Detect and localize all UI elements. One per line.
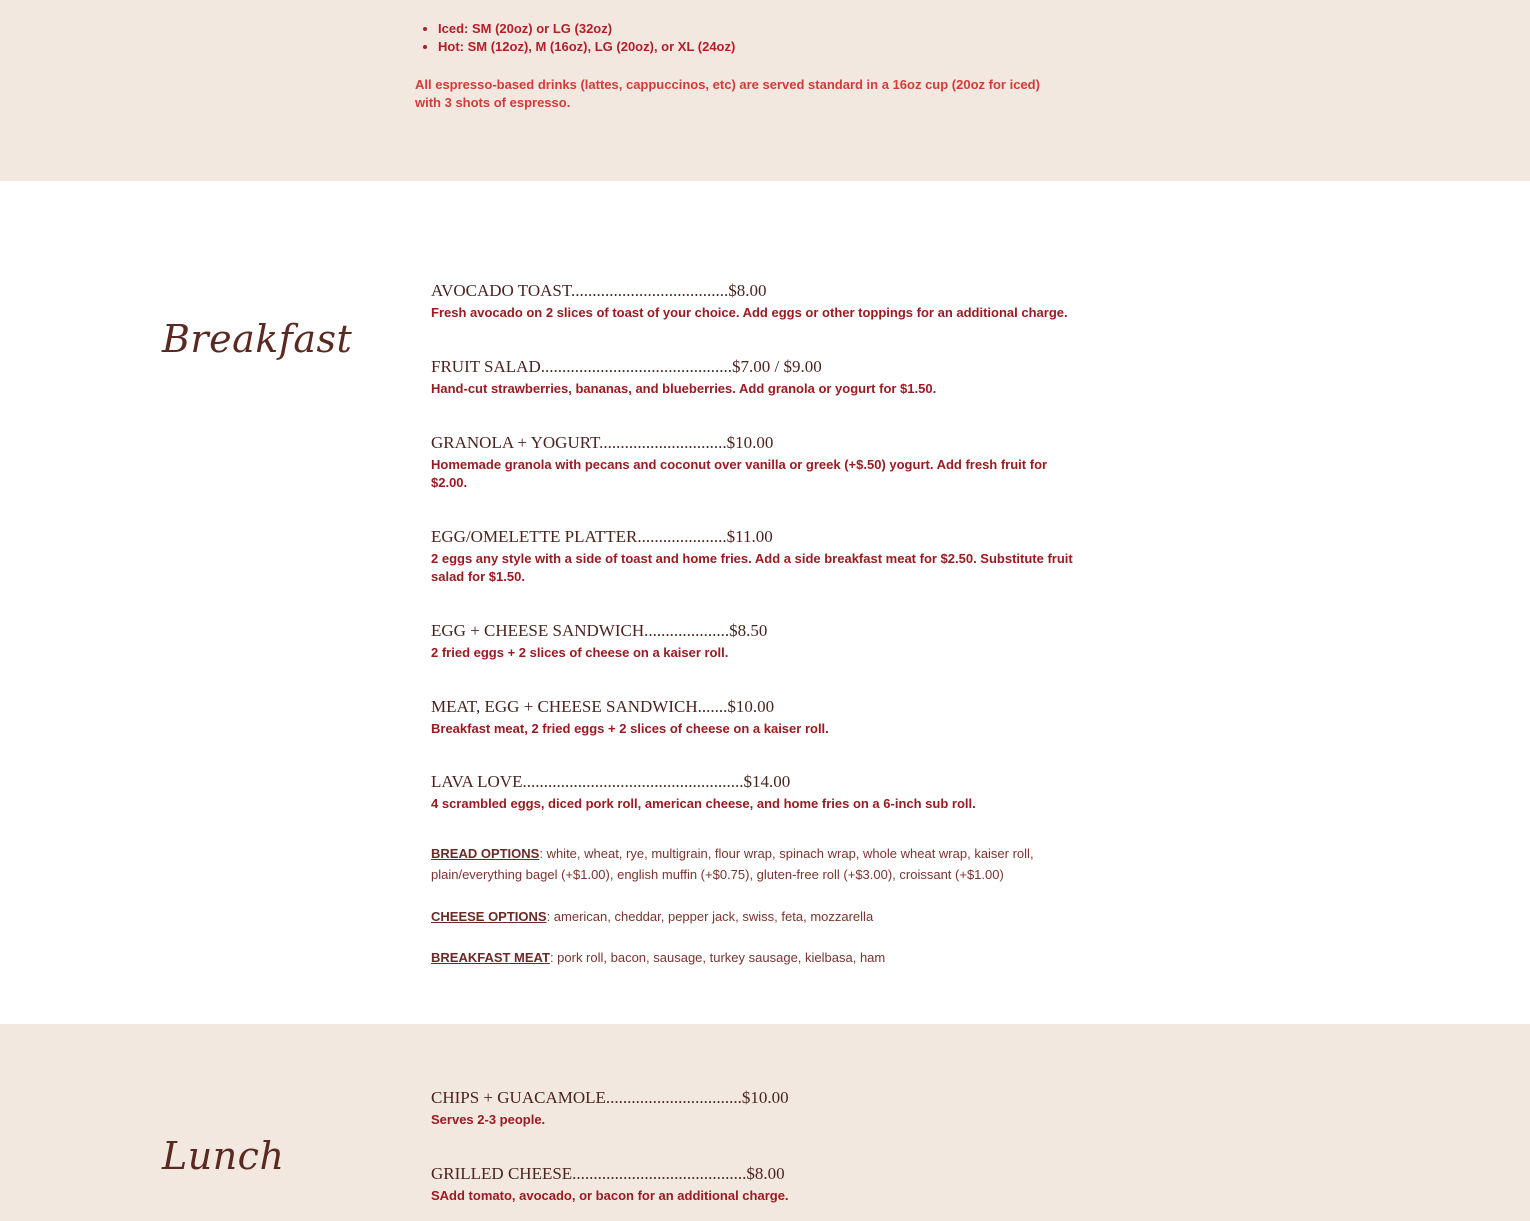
bread-options-text: : white, wheat, rye, multigrain, flour wrap, spinach wrap, whole wheat wrap, kaiser roll, plain/everything bagel (+$1.00), english muffin (+$0.75), gluten-free roll (+$3.00), croissant (+$1.00) xyxy=(431,846,1034,882)
item-description: SAdd tomato, avocado, or bacon for an additional charge. xyxy=(431,1188,789,1203)
lunch-section-band xyxy=(0,1024,1530,1221)
bread-options xyxy=(431,843,1081,885)
menu-item xyxy=(431,1163,1081,1205)
menu-item xyxy=(431,620,1081,662)
breakfast-meat-options xyxy=(431,947,1081,968)
item-description: 2 eggs any style with a side of toast and home fries. Add a side breakfast meat for $2.50. Substitute fruit salad for $1.50. xyxy=(431,551,1073,584)
menu-item xyxy=(431,526,1081,586)
coffee-section-band xyxy=(0,0,1530,181)
item-description: Homemade granola with pecans and coconut over vanilla or greek (+$.50) yogurt. Add fresh fruit for $2.00. xyxy=(431,457,1048,490)
item-name: MEAT, EGG + CHEESE SANDWICH.......$10.00 xyxy=(431,697,775,716)
item-name: CHIPS + GUACAMOLE................................$10.00 xyxy=(431,1088,789,1107)
iced-sizes: • Iced: SM (20oz) or LG (32oz) xyxy=(438,20,735,38)
cheese-options xyxy=(431,906,1081,927)
hot-sizes: • Hot: SM (12oz), M (16oz), LG (20oz), or XL (24oz) xyxy=(438,38,735,56)
item-name: GRANOLA + YOGURT..............................$10.00 xyxy=(431,433,774,452)
breakfast-section-band xyxy=(0,181,1530,1024)
menu-item xyxy=(431,1087,1081,1129)
item-description: 2 fried eggs + 2 slices of cheese on a kaiser roll. xyxy=(431,645,729,660)
menu-item xyxy=(431,356,1081,398)
breakfast-meat-label: BREAKFAST MEAT xyxy=(431,950,550,965)
menu-item xyxy=(431,696,1081,738)
breakfast-meat-text: : pork roll, bacon, sausage, turkey sausage, kielbasa, ham xyxy=(549,950,886,965)
item-description: Hand-cut strawberries, bananas, and blueberries. Add granola or yogurt for $1.50. xyxy=(431,381,937,396)
item-name: EGG + CHEESE SANDWICH....................$8.50 xyxy=(431,621,768,640)
bread-options-label: BREAD OPTIONS xyxy=(431,846,540,861)
item-description: Fresh avocado on 2 slices of toast of your choice. Add eggs or other toppings for an additional charge. xyxy=(431,305,1068,320)
lunch-title: Lunch xyxy=(162,1134,285,1178)
item-name: EGG/OMELETTE PLATTER.....................$11.00 xyxy=(431,527,773,546)
item-name: FRUIT SALAD.............................................$7.00 / $9.00 xyxy=(431,357,822,376)
item-description: 4 scrambled eggs, diced pork roll, american cheese, and home fries on a 6-inch sub roll. xyxy=(431,796,976,811)
item-description: Breakfast meat, 2 fried eggs + 2 slices of cheese on a kaiser roll. xyxy=(431,721,829,736)
coffee-size-list xyxy=(421,20,735,56)
cheese-options-text: : american, cheddar, pepper jack, swiss, feta, mozzarella xyxy=(546,909,874,924)
espresso-note: All espresso-based drinks (lattes, cappuccinos, etc) are served standard in a 16oz cup (20oz for iced) with 3 shots of espresso. xyxy=(415,77,1040,110)
menu-item xyxy=(431,280,1081,322)
item-description: Serves 2-3 people. xyxy=(431,1112,546,1127)
item-name: GRILLED CHEESE.........................................$8.00 xyxy=(431,1164,785,1183)
cheese-options-label: CHEESE OPTIONS xyxy=(431,909,547,924)
menu-item xyxy=(431,432,1081,492)
breakfast-title: Breakfast xyxy=(162,317,353,361)
item-name: LAVA LOVE....................................................$14.00 xyxy=(431,772,791,791)
menu-item xyxy=(431,771,1081,813)
item-name: AVOCADO TOAST.....................................$8.00 xyxy=(431,281,767,300)
